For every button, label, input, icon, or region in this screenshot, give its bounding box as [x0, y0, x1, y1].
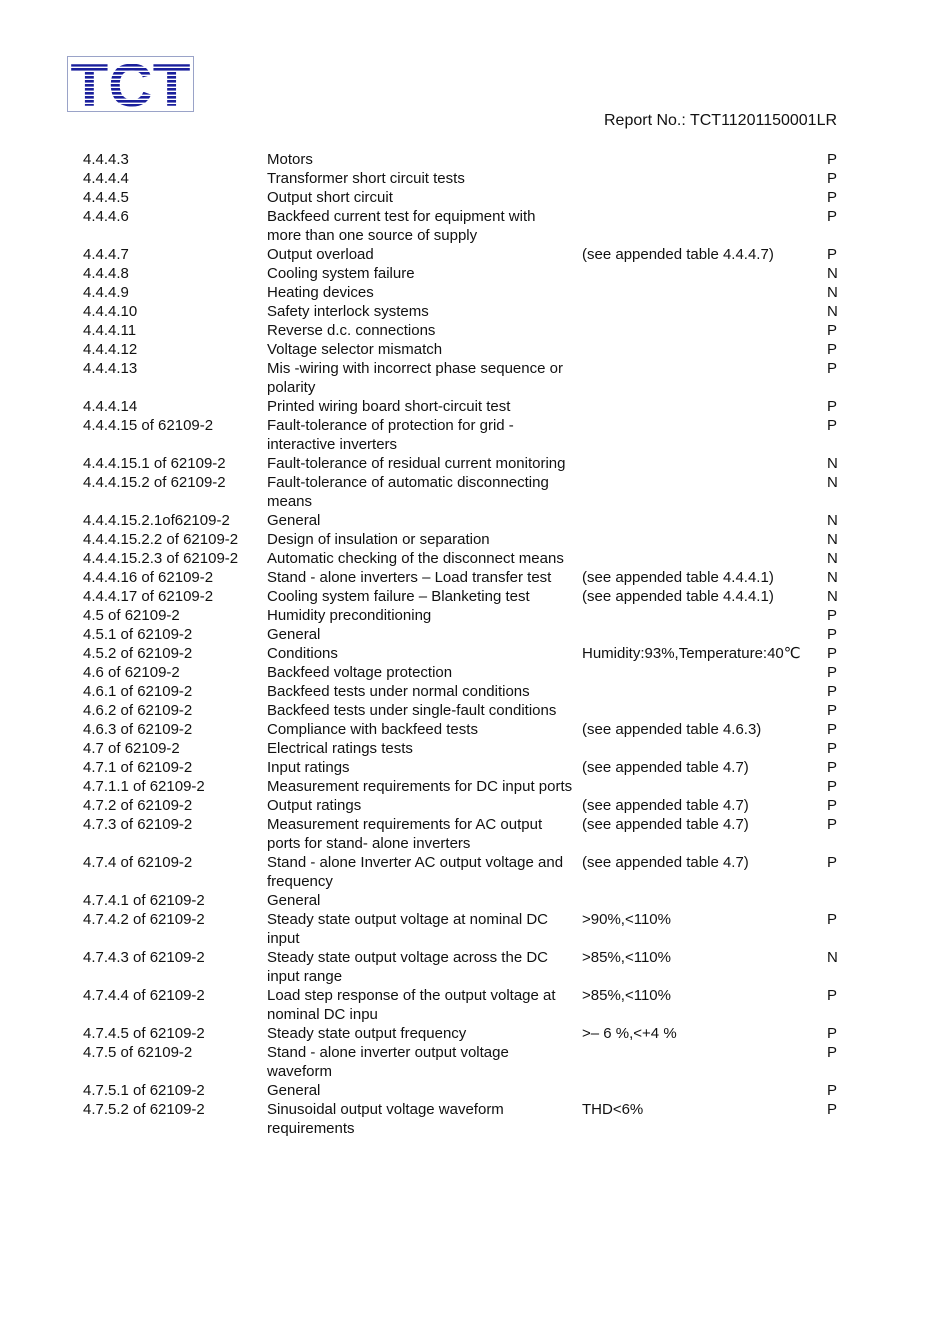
- table-row: [0, 245, 950, 264]
- verdict: N: [827, 284, 838, 301]
- clause-number: 4.4.4.12: [83, 341, 138, 358]
- requirement-text: Fault-tolerance of protection for grid -interactive inverters: [267, 417, 514, 453]
- clause-number: 4.5.1 of 62109-2: [83, 626, 193, 643]
- table-row: [0, 207, 950, 245]
- clause-number: 4.4.4.15.2 of 62109-2: [83, 474, 226, 491]
- requirement-text: Conditions: [267, 645, 338, 662]
- requirement-text: Output ratings: [267, 797, 362, 814]
- clause-number: 4.6.1 of 62109-2: [83, 683, 193, 700]
- result-remark: (see appended table 4.7): [582, 759, 749, 776]
- clause-number: 4.7.4.1 of 62109-2: [83, 892, 205, 909]
- clause-table: [0, 150, 950, 1138]
- clause-number: 4.5 of 62109-2: [83, 607, 180, 624]
- verdict: N: [827, 512, 838, 529]
- verdict: P: [827, 645, 838, 662]
- clause-number: 4.7.1.1 of 62109-2: [83, 778, 205, 795]
- table-row: [0, 359, 950, 397]
- table-row: [0, 1043, 950, 1081]
- result-remark: >85%,<110%: [582, 987, 671, 1004]
- verdict: P: [827, 854, 838, 871]
- clause-number: 4.4.4.11: [83, 322, 137, 339]
- table-row: [0, 758, 950, 777]
- table-row: [0, 910, 950, 948]
- clause-number: 4.4.4.10: [83, 303, 138, 320]
- table-row: [0, 321, 950, 340]
- table-row: [0, 1024, 950, 1043]
- requirement-text: Output short circuit: [267, 189, 393, 206]
- requirement-text: Backfeed tests under single-fault conditions: [267, 702, 557, 719]
- verdict: P: [827, 740, 838, 757]
- verdict: P: [827, 911, 838, 928]
- clause-number: 4.7.4.2 of 62109-2: [83, 911, 205, 928]
- verdict: P: [827, 607, 838, 624]
- result-remark: (see appended table 4.4.4.1): [582, 588, 774, 605]
- table-row: [0, 606, 950, 625]
- clause-number: 4.4.4.15 of 62109-2: [83, 417, 214, 434]
- result-remark: (see appended table 4.4.4.1): [582, 569, 774, 586]
- clause-number: 4.4.4.14: [83, 398, 138, 415]
- clause-number: 4.4.4.13: [83, 360, 138, 377]
- verdict: P: [827, 1025, 838, 1042]
- verdict: P: [827, 417, 838, 434]
- table-row: [0, 644, 950, 663]
- requirement-text: Load step response of the output voltage at nominal DC inpu: [267, 987, 556, 1023]
- table-row: [0, 1081, 950, 1100]
- table-row: [0, 416, 950, 454]
- table-row: [0, 625, 950, 644]
- requirement-text: Stand - alone inverters – Load transfer test: [267, 569, 552, 586]
- requirement-text: Stand - alone inverter output voltage waveform: [267, 1044, 509, 1080]
- table-row: [0, 454, 950, 473]
- requirement-text: General: [267, 626, 321, 643]
- clause-number: 4.7 of 62109-2: [83, 740, 180, 757]
- clause-number: 4.7.4.4 of 62109-2: [83, 987, 205, 1004]
- table-row: [0, 986, 950, 1024]
- verdict: N: [827, 265, 838, 282]
- requirement-text: Heating devices: [267, 284, 374, 301]
- requirement-text: General: [267, 892, 321, 909]
- verdict: P: [827, 360, 838, 377]
- clause-number: 4.7.2 of 62109-2: [83, 797, 193, 814]
- clause-number: 4.7.5.1 of 62109-2: [83, 1082, 205, 1099]
- requirement-text: Fault-tolerance of residual current monitoring: [267, 455, 566, 472]
- verdict: P: [827, 702, 838, 719]
- requirement-text: Compliance with backfeed tests: [267, 721, 478, 738]
- table-row: [0, 264, 950, 283]
- requirement-text: Reverse d.c. connections: [267, 322, 436, 339]
- verdict: P: [827, 151, 838, 168]
- verdict: P: [827, 664, 838, 681]
- requirement-text: Backfeed tests under normal conditions: [267, 683, 530, 700]
- requirement-text: Backfeed current test for equipment with more than one source of supply: [267, 208, 536, 244]
- verdict: P: [827, 1101, 838, 1118]
- requirement-text: Output overload: [267, 246, 374, 263]
- result-remark: >85%,<110%: [582, 949, 671, 966]
- clause-number: 4.4.4.6: [83, 208, 129, 225]
- table-row: [0, 853, 950, 891]
- table-row: [0, 815, 950, 853]
- report-number: Report No.: TCT11201150001LR: [604, 112, 838, 129]
- result-remark: (see appended table 4.4.4.7): [582, 246, 774, 263]
- result-remark: >– 6 %,<+4 %: [582, 1025, 677, 1042]
- table-row: [0, 587, 950, 606]
- requirement-text: Safety interlock systems: [267, 303, 429, 320]
- result-remark: THD<6%: [582, 1101, 644, 1118]
- svg-text:TCT: TCT: [70, 56, 191, 112]
- clause-number: 4.7.4.3 of 62109-2: [83, 949, 205, 966]
- verdict: N: [827, 531, 838, 548]
- clause-number: 4.7.3 of 62109-2: [83, 816, 193, 833]
- clause-number: 4.4.4.15.2.3 of 62109-2: [83, 550, 239, 567]
- clause-number: 4.4.4.3: [83, 151, 129, 168]
- result-remark: (see appended table 4.7): [582, 816, 749, 833]
- clause-number: 4.4.4.9: [83, 284, 129, 301]
- requirement-text: Input ratings: [267, 759, 350, 776]
- verdict: P: [827, 721, 838, 738]
- table-row: [0, 283, 950, 302]
- tct-logo: [67, 56, 194, 112]
- clause-number: 4.7.4.5 of 62109-2: [83, 1025, 205, 1042]
- clause-number: 4.6 of 62109-2: [83, 664, 180, 681]
- verdict: P: [827, 189, 838, 206]
- verdict: N: [827, 569, 838, 586]
- clause-number: 4.4.4.4: [83, 170, 129, 187]
- table-row: [0, 701, 950, 720]
- requirement-text: Stand - alone Inverter AC output voltage and frequency: [267, 854, 564, 890]
- verdict: N: [827, 550, 838, 567]
- requirement-text: Humidity preconditioning: [267, 607, 432, 624]
- clause-number: 4.4.4.16 of 62109-2: [83, 569, 214, 586]
- verdict: N: [827, 949, 838, 966]
- verdict: P: [827, 322, 838, 339]
- clause-number: 4.6.2 of 62109-2: [83, 702, 193, 719]
- clause-number: 4.4.4.15.1 of 62109-2: [83, 455, 226, 472]
- verdict: P: [827, 1082, 838, 1099]
- table-row: [0, 777, 950, 796]
- table-row: [0, 188, 950, 207]
- table-row: [0, 169, 950, 188]
- table-row: [0, 568, 950, 587]
- verdict: P: [827, 246, 838, 263]
- verdict: P: [827, 778, 838, 795]
- clause-number: 4.4.4.7: [83, 246, 129, 263]
- table-row: [0, 663, 950, 682]
- verdict: P: [827, 987, 838, 1004]
- table-row: [0, 739, 950, 758]
- verdict: N: [827, 303, 838, 320]
- requirement-text: Mis -wiring with incorrect phase sequence or polarity: [267, 360, 563, 396]
- clause-number: 4.7.4 of 62109-2: [83, 854, 193, 871]
- table-row: [0, 511, 950, 530]
- table-row: [0, 549, 950, 568]
- result-remark: (see appended table 4.7): [582, 854, 749, 871]
- verdict: N: [827, 588, 838, 605]
- clause-number: 4.4.4.17 of 62109-2: [83, 588, 214, 605]
- clause-number: 4.7.1 of 62109-2: [83, 759, 193, 776]
- table-row: [0, 397, 950, 416]
- clause-number: 4.7.5 of 62109-2: [83, 1044, 193, 1061]
- table-row: [0, 530, 950, 549]
- verdict: N: [827, 455, 838, 472]
- requirement-text: Steady state output frequency: [267, 1025, 467, 1042]
- requirement-text: Steady state output voltage at nominal DC input: [267, 911, 549, 947]
- requirement-text: Printed wiring board short-circuit test: [267, 398, 511, 415]
- requirement-text: Measurement requirements for AC output ports for stand- alone inverters: [267, 816, 543, 852]
- requirement-text: General: [267, 1082, 321, 1099]
- requirement-text: Measurement requirements for DC input ports: [267, 778, 573, 795]
- verdict: P: [827, 683, 838, 700]
- table-row: [0, 340, 950, 359]
- requirement-text: Cooling system failure – Blanketing test: [267, 588, 530, 605]
- table-row: [0, 473, 950, 511]
- requirement-text: Steady state output voltage across the DC input range: [267, 949, 548, 985]
- verdict: P: [827, 816, 838, 833]
- result-remark: (see appended table 4.6.3): [582, 721, 762, 738]
- clause-number: 4.7.5.2 of 62109-2: [83, 1101, 205, 1118]
- requirement-text: Motors: [267, 151, 313, 168]
- table-row: [0, 682, 950, 701]
- table-row: [0, 948, 950, 986]
- table-row: [0, 302, 950, 321]
- requirement-text: Automatic checking of the disconnect means: [267, 550, 564, 567]
- verdict: N: [827, 474, 838, 491]
- clause-number: 4.4.4.5: [83, 189, 129, 206]
- requirement-text: Cooling system failure: [267, 265, 415, 282]
- requirement-text: Transformer short circuit tests: [267, 170, 465, 187]
- verdict: P: [827, 1044, 838, 1061]
- verdict: P: [827, 341, 838, 358]
- clause-number: 4.6.3 of 62109-2: [83, 721, 193, 738]
- table-row: [0, 150, 950, 169]
- clause-number: 4.4.4.15.2.1of62109-2: [83, 512, 230, 529]
- requirement-text: Sinusoidal output voltage waveform requirements: [267, 1101, 504, 1137]
- table-row: [0, 1100, 950, 1138]
- requirement-text: General: [267, 512, 321, 529]
- table-row: [0, 720, 950, 739]
- verdict: P: [827, 626, 838, 643]
- requirement-text: Fault-tolerance of automatic disconnecting means: [267, 474, 549, 510]
- verdict: P: [827, 398, 838, 415]
- requirement-text: Electrical ratings tests: [267, 740, 413, 757]
- table-row: [0, 891, 950, 910]
- requirement-text: Design of insulation or separation: [267, 531, 490, 548]
- verdict: P: [827, 170, 838, 187]
- verdict: P: [827, 759, 838, 776]
- clause-number: 4.4.4.15.2.2 of 62109-2: [83, 531, 239, 548]
- clause-number: 4.4.4.8: [83, 265, 129, 282]
- result-remark: >90%,<110%: [582, 911, 671, 928]
- verdict: P: [827, 208, 838, 225]
- requirement-text: Voltage selector mismatch: [267, 341, 443, 358]
- requirement-text: Backfeed voltage protection: [267, 664, 453, 681]
- result-remark: (see appended table 4.7): [582, 797, 749, 814]
- verdict: P: [827, 797, 838, 814]
- clause-number: 4.5.2 of 62109-2: [83, 645, 193, 662]
- result-remark: Humidity:93%,Temperature:40℃: [582, 645, 801, 662]
- table-row: [0, 796, 950, 815]
